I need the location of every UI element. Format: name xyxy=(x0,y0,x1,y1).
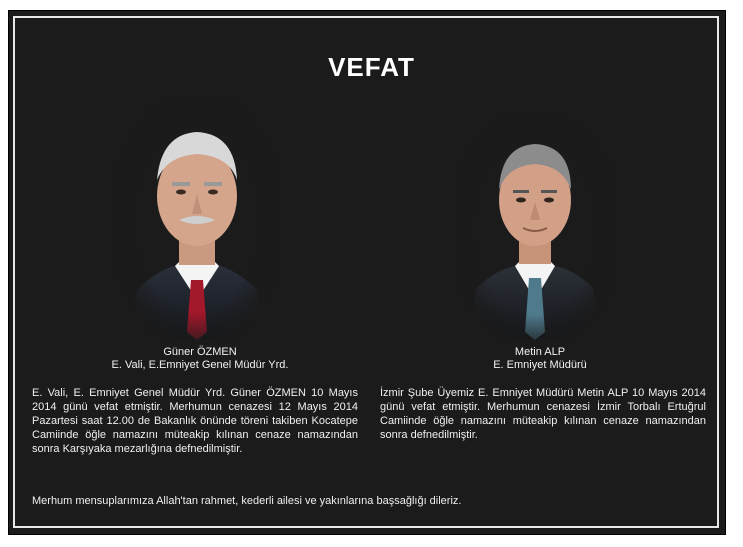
obituary-text-guner-ozmen: E. Vali, E. Emniyet Genel Müdür Yrd. Güner ÖZMEN 10 Mayıs 2014 günü vefat etmiştir. Merhumun cenazesi 12 Mayıs 2014 Pazartesi saat 12.00 de Bakanlık önünde töreni takiben Kocatepe Camiinde öğle namazını müteakip kılınan cenaze namazından sonra Karşıyaka mezarlığına defnedilmiştir. xyxy=(32,387,358,455)
condolence-message: Merhum mensuplarımıza Allah'tan rahmet, kederli ailesi ve yakınlarına başsağlığı dileriz. xyxy=(32,495,462,507)
portrait-metin-alp xyxy=(455,118,615,340)
notice-panel xyxy=(8,10,726,535)
person-name: Güner ÖZMEN xyxy=(163,346,237,358)
portrait-guner-ozmen xyxy=(117,100,277,340)
caption-guner-ozmen xyxy=(80,346,320,372)
person-role: E. Vali, E.Emniyet Genel Müdür Yrd. xyxy=(111,359,289,371)
person-role: E. Emniyet Müdürü xyxy=(493,359,587,371)
caption-metin-alp xyxy=(420,346,660,372)
obituary-text-metin-alp: İzmir Şube Üyemiz E. Emniyet Müdürü Metin ALP 10 Mayıs 2014 günü vefat etmiştir. Merhumun cenazesi İzmir Torbalı Ertuğrul Camiinde öğle namazını müteakip kılınan cenaze namazından sonra defnedilmiştir. xyxy=(380,387,706,441)
person-name: Metin ALP xyxy=(514,346,566,358)
page-title: VEFAT xyxy=(328,52,415,82)
